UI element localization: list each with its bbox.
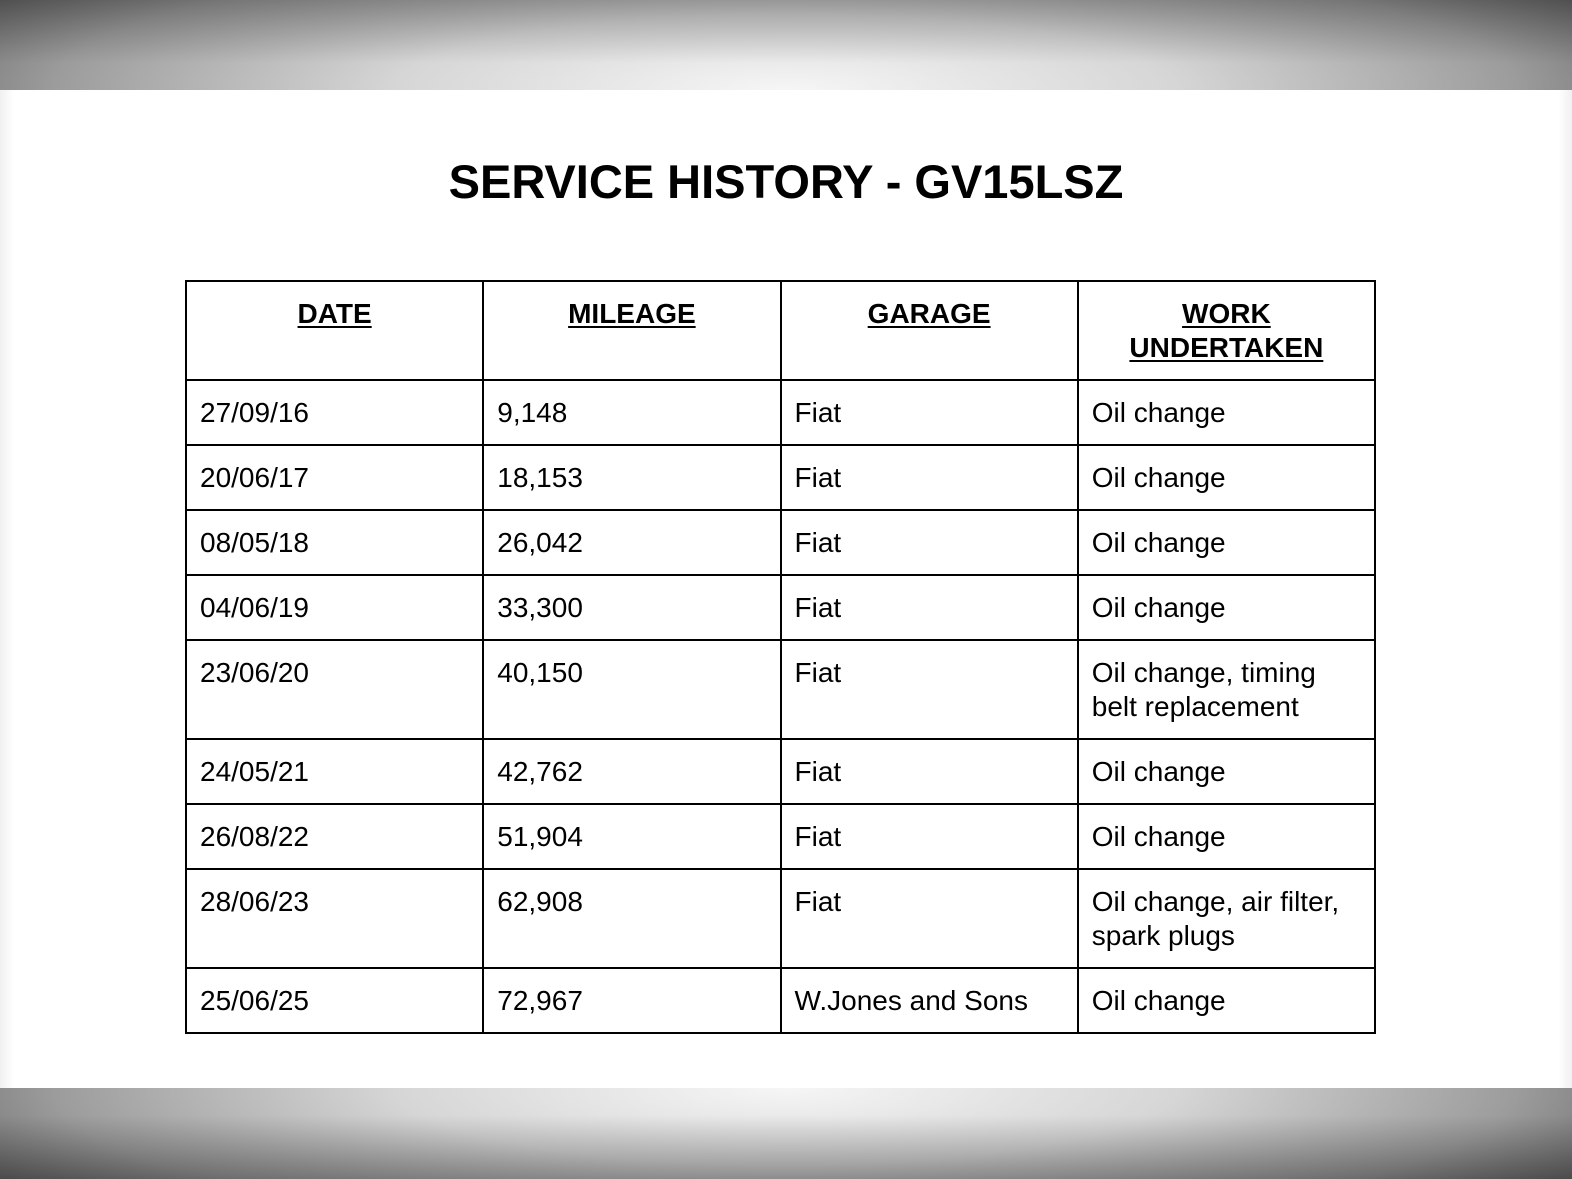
table-row — [186, 575, 1375, 640]
cell-garage: Fiat — [781, 510, 1078, 575]
column-header-garage: GARAGE — [781, 281, 1078, 380]
cell-date: 25/06/25 — [186, 968, 483, 1033]
cell-work: Oil change — [1078, 510, 1375, 575]
cell-mileage: 9,148 — [483, 380, 780, 445]
cell-mileage: 72,967 — [483, 968, 780, 1033]
cell-garage: Fiat — [781, 575, 1078, 640]
cell-mileage: 26,042 — [483, 510, 780, 575]
cell-garage: W.Jones and Sons — [781, 968, 1078, 1033]
page-title: SERVICE HISTORY - GV15LSZ — [448, 155, 1124, 208]
table-row — [186, 804, 1375, 869]
service-history-table — [185, 280, 1376, 1034]
cell-mileage: 42,762 — [483, 739, 780, 804]
cell-work: Oil change — [1078, 575, 1375, 640]
cell-date: 20/06/17 — [186, 445, 483, 510]
column-header-work-undertaken: WORK UNDERTAKEN — [1078, 281, 1375, 380]
right-edge-shade — [1558, 90, 1572, 1088]
cell-garage: Fiat — [781, 380, 1078, 445]
cell-date: 04/06/19 — [186, 575, 483, 640]
top-vignette-band — [0, 0, 1572, 90]
table-row — [186, 510, 1375, 575]
cell-garage: Fiat — [781, 739, 1078, 804]
table-row — [186, 640, 1375, 739]
cell-mileage: 18,153 — [483, 445, 780, 510]
table-body — [186, 380, 1375, 1033]
cell-garage: Fiat — [781, 869, 1078, 968]
cell-date: 08/05/18 — [186, 510, 483, 575]
cell-mileage: 62,908 — [483, 869, 780, 968]
cell-date: 24/05/21 — [186, 739, 483, 804]
cell-work: Oil change, timing belt replacement — [1078, 640, 1375, 739]
cell-work: Oil change — [1078, 739, 1375, 804]
table-row — [186, 445, 1375, 510]
cell-date: 27/09/16 — [186, 380, 483, 445]
table-row — [186, 869, 1375, 968]
column-header-mileage: MILEAGE — [483, 281, 780, 380]
table-row — [186, 739, 1375, 804]
table-header — [186, 281, 1375, 380]
table-row — [186, 968, 1375, 1033]
cell-work: Oil change — [1078, 968, 1375, 1033]
cell-work: Oil change — [1078, 804, 1375, 869]
column-header-date: DATE — [186, 281, 483, 380]
cell-work: Oil change — [1078, 445, 1375, 510]
bottom-vignette-band — [0, 1088, 1572, 1179]
cell-garage: Fiat — [781, 640, 1078, 739]
cell-mileage: 33,300 — [483, 575, 780, 640]
cell-garage: Fiat — [781, 445, 1078, 510]
cell-mileage: 40,150 — [483, 640, 780, 739]
cell-garage: Fiat — [781, 804, 1078, 869]
left-edge-shade — [0, 90, 14, 1088]
cell-work: Oil change — [1078, 380, 1375, 445]
header-row — [186, 281, 1375, 380]
cell-date: 23/06/20 — [186, 640, 483, 739]
cell-date: 28/06/23 — [186, 869, 483, 968]
cell-work: Oil change, air filter, spark plugs — [1078, 869, 1375, 968]
cell-date: 26/08/22 — [186, 804, 483, 869]
cell-mileage: 51,904 — [483, 804, 780, 869]
table-row — [186, 380, 1375, 445]
